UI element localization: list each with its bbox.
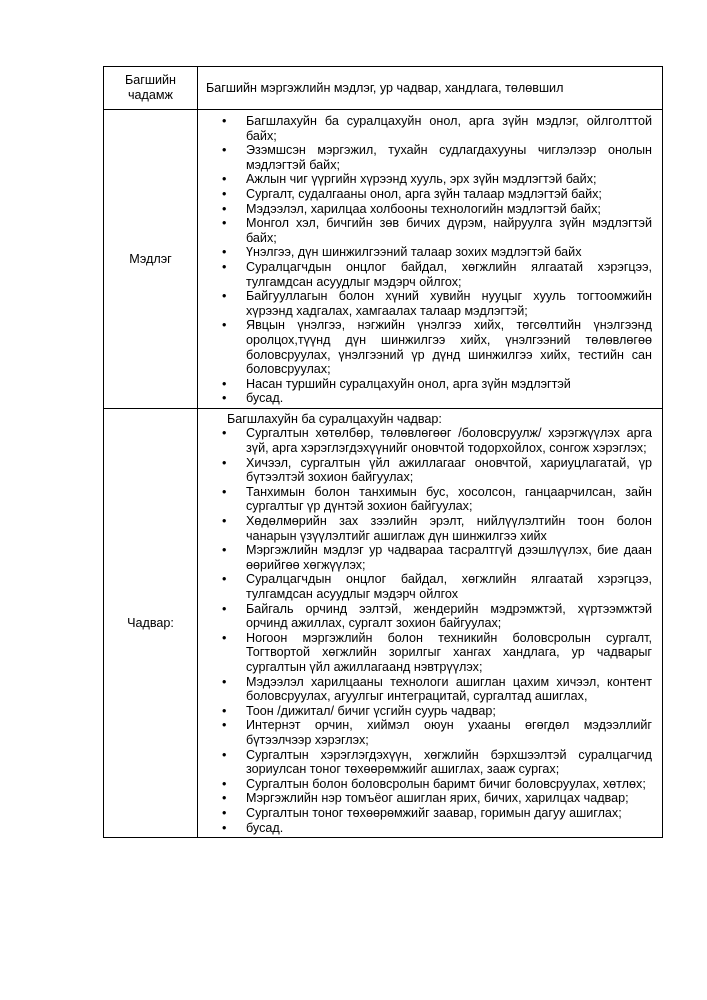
header-row bbox=[104, 67, 663, 110]
skills-item: • Мэдээлэл харилцааны технологи ашиглан цахим хичээл, контент боловсруулах, агуулгыг интеграцитай, сургалтад ашиглах, bbox=[246, 675, 652, 704]
knowledge-item: • Суралцагчдын онцлог байдал, хөгжлийн ялгаатай хэрэгцээ, тулгамдсан асуудлыг мэдэрч ойлгох; bbox=[246, 260, 652, 289]
knowledge-item: • Сургалт, судалгааны онол, арга зүйн талаар мэдлэгтэй байх; bbox=[246, 187, 652, 202]
skills-item: • Мэргэжлийн нэр томъёог ашиглан ярих, бичих, харилцах чадвар; bbox=[246, 791, 652, 806]
skills-row bbox=[104, 408, 663, 837]
knowledge-item: • Үнэлгээ, дүн шинжилгээний талаар зохих мэдлэгтэй байх bbox=[246, 245, 652, 260]
skills-item: • Сургалтын хөтөлбөр, төлөвлөгөөг /боловсруулж/ хэрэгжүүлэх арга зүй, арга хэрэглэгдэхүүнийг оновчтой тодорхойлох, сонгож хэрэглэх; bbox=[246, 426, 652, 455]
knowledge-item: • Насан туршийн суралцахуйн онол, арга зүйн мэдлэгтэй bbox=[246, 377, 652, 392]
knowledge-item: • Мэдээлэл, харилцаа холбооны технологийн мэдлэгтэй байх; bbox=[246, 202, 652, 217]
knowledge-item: • Явцын үнэлгээ, нэгжийн үнэлгээ хийх, төгсөлтийн үнэлгээнд оролцох,түүнд дүн шинжилгээ хийх, үнэлгээний төлөвлөгөө боловсруулах, үнэлгээний үр дүнд шинжилгээ хийх, тестийн сан боловсруулах; bbox=[246, 318, 652, 376]
skills-label: Чадвар: bbox=[104, 408, 198, 837]
skills-item: • Интернэт орчин, хиймэл оюун ухааны өгөгдөл мэдээллийг бүтээлчээр хэрэглэх; bbox=[246, 718, 652, 747]
skills-item: • Тоон /дижитал/ бичиг үсгийн суурь чадвар; bbox=[246, 704, 652, 719]
knowledge-item: • Эзэмшсэн мэргэжил, тухайн судлагдахууны чиглэлээр онолын мэдлэгтэй байх; bbox=[246, 143, 652, 172]
knowledge-cell bbox=[198, 110, 663, 409]
skills-item: • бусад. bbox=[246, 821, 652, 836]
skills-item: • Ногоон мэргэжлийн болон техникийн боловсролын сургалт, Тогтвортой хөгжлийн зорилгыг хангах хандлага, ур чадварыг сургалтын үйл ажиллагаанд нэвтрүүлэх; bbox=[246, 631, 652, 675]
skills-item: • Сургалтын болон боловсролын баримт бичиг боловсруулах, хөтлөх; bbox=[246, 777, 652, 792]
knowledge-item: • Монгол хэл, бичгийн зөв бичих дүрэм, найруулга зүйн мэдлэгтэй байх; bbox=[246, 216, 652, 245]
skills-item: • Суралцагчдын онцлог байдал, хөгжлийн ялгаатай хэрэгцээ, тулгамдсан асуудлыг мэдэрч ойлгох bbox=[246, 572, 652, 601]
header-competency: Багшийн чадамж bbox=[104, 67, 198, 110]
skills-item: • Мэргэжлийн мэдлэг ур чадвараа тасралтгүй дээшлүүлэх, бие даан өөрийгөө хөгжүүлэх; bbox=[246, 543, 652, 572]
knowledge-item: • Байгууллагын болон хүний хувийн нууцыг хууль тогтоомжийн хүрээнд хадгалах, хамгаалах талаар мэдлэгтэй; bbox=[246, 289, 652, 318]
knowledge-item: • Багшлахуйн ба суралцахуйн онол, арга зүйн мэдлэг, ойлголттой байх; bbox=[246, 114, 652, 143]
skills-list bbox=[198, 426, 662, 835]
skills-cell bbox=[198, 408, 663, 837]
knowledge-label: Мэдлэг bbox=[104, 110, 198, 409]
skills-item: • Сургалтын хэрэглэгдэхүүн, хөгжлийн бэрхшээлтэй суралцагчид зориулсан тоног төхөөрөмжийг ашиглах, зааж сургах; bbox=[246, 748, 652, 777]
knowledge-item: • Ажлын чиг үүргийн хүрээнд хууль, эрх зүйн мэдлэгтэй байх; bbox=[246, 172, 652, 187]
skills-item: • Хичээл, сургалтын үйл ажиллагааг оновчтой, хариуцлагатай, үр бүтээлтэй зохион байгуулах; bbox=[246, 456, 652, 485]
skills-item: • Хөдөлмөрийн зах зээлийн эрэлт, нийлүүлэлтийн тоон болон чанарын үзүүлэлтийг ашиглаж дүн шинжилгээ хийх bbox=[246, 514, 652, 543]
skills-item: • Байгаль орчинд ээлтэй, жендерийн мэдрэмжтэй, хүртээмжтэй орчинд ажиллах, сургалт зохион байгуулах; bbox=[246, 602, 652, 631]
knowledge-item: • бусад. bbox=[246, 391, 652, 406]
knowledge-list bbox=[198, 114, 662, 406]
skills-item: • Танхимын болон танхимын бус, хосолсон, ганцаарчилсан, зайн сургалтыг үр дүнтэй зохион байгуулах; bbox=[246, 485, 652, 514]
header-description: Багшийн мэргэжлийн мэдлэг, ур чадвар, хандлага, төлөвшил bbox=[198, 67, 663, 110]
skills-intro: Багшлахуйн ба суралцахуйн чадвар: bbox=[227, 411, 442, 426]
knowledge-row bbox=[104, 110, 663, 409]
competency-table bbox=[103, 66, 663, 838]
skills-item: • Сургалтын тоног төхөөрөмжийг заавар, горимын дагуу ашиглах; bbox=[246, 806, 652, 821]
